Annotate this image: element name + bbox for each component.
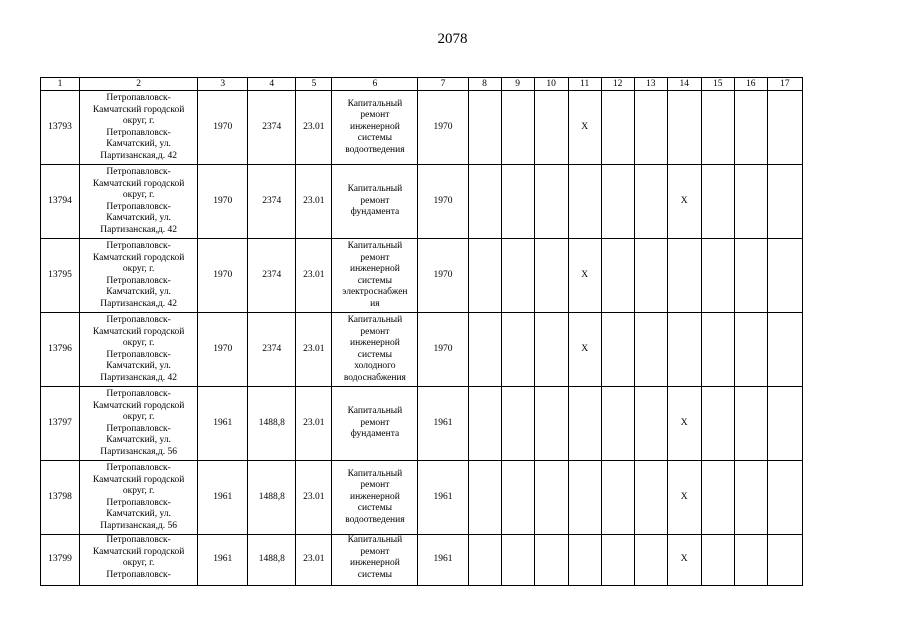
work-type-cell: Капитальный ремонт инженерной системы водоотведения: [332, 461, 418, 535]
year-built-cell: 1961: [198, 461, 248, 535]
mark-cell: Х: [667, 535, 701, 586]
mark-cell: [568, 535, 601, 586]
plan-year-cell: 1970: [418, 239, 468, 313]
mark-cell: [701, 313, 734, 387]
area-cell: 1488,8: [248, 535, 296, 586]
address-cell: Петропавловск- Камчатский городской округ, г. Петропавловск- Камчатский, ул. Партизанская,д. 42: [80, 165, 198, 239]
mark-cell: [701, 387, 734, 461]
mark-cell: [701, 91, 734, 165]
mark-cell: [601, 535, 634, 586]
work-type-cell: Капитальный ремонт фундамента: [332, 165, 418, 239]
plan-year-cell: 1961: [418, 461, 468, 535]
code-cell: 23.01: [296, 313, 332, 387]
work-type-cell: Капитальный ремонт инженерной системы водоотведения: [332, 91, 418, 165]
table-row: [41, 91, 803, 165]
mark-cell: [667, 313, 701, 387]
mark-cell: [468, 91, 501, 165]
column-header: 2: [80, 78, 198, 91]
table-body: [41, 91, 803, 586]
column-header: 9: [501, 78, 534, 91]
work-type-cell: Капитальный ремонт инженерной системы электроснабжен ия: [332, 239, 418, 313]
row-id-cell: 13795: [41, 239, 80, 313]
mark-cell: [501, 91, 534, 165]
year-built-cell: 1961: [198, 535, 248, 586]
header-row: [41, 78, 803, 91]
page-number: 2078: [437, 31, 468, 47]
mark-cell: [468, 461, 501, 535]
mark-cell: [468, 387, 501, 461]
mark-cell: [667, 91, 701, 165]
table-row: [41, 387, 803, 461]
work-type-cell: Капитальный ремонт инженерной системы: [332, 535, 418, 586]
table-row: [41, 165, 803, 239]
code-cell: 23.01: [296, 461, 332, 535]
year-built-cell: 1970: [198, 313, 248, 387]
mark-cell: [501, 387, 534, 461]
mark-cell: [468, 313, 501, 387]
mark-cell: [667, 239, 701, 313]
area-cell: 2374: [248, 239, 296, 313]
column-header: 3: [198, 78, 248, 91]
mark-cell: [767, 239, 802, 313]
mark-cell: [568, 165, 601, 239]
mark-cell: Х: [568, 239, 601, 313]
mark-cell: [734, 313, 767, 387]
table-row: [41, 239, 803, 313]
column-header: 8: [468, 78, 501, 91]
area-cell: 2374: [248, 313, 296, 387]
mark-cell: [701, 165, 734, 239]
mark-cell: [767, 461, 802, 535]
mark-cell: Х: [568, 91, 601, 165]
mark-cell: [601, 387, 634, 461]
mark-cell: [501, 165, 534, 239]
mark-cell: [734, 239, 767, 313]
row-id-cell: 13797: [41, 387, 80, 461]
table-row: [41, 461, 803, 535]
mark-cell: [734, 535, 767, 586]
register-table: [40, 77, 803, 586]
address-cell: Петропавловск- Камчатский городской округ, г. Петропавловск- Камчатский, ул. Партизанская,д. 56: [80, 387, 198, 461]
mark-cell: [634, 165, 667, 239]
address-cell: Петропавловск- Камчатский городской округ, г. Петропавловск- Камчатский, ул. Партизанская,д. 56: [80, 461, 198, 535]
mark-cell: [634, 461, 667, 535]
column-header: 10: [534, 78, 568, 91]
code-cell: 23.01: [296, 387, 332, 461]
mark-cell: [534, 313, 568, 387]
mark-cell: [468, 165, 501, 239]
year-built-cell: 1961: [198, 387, 248, 461]
mark-cell: [534, 461, 568, 535]
mark-cell: [701, 461, 734, 535]
mark-cell: [501, 313, 534, 387]
code-cell: 23.01: [296, 91, 332, 165]
address-cell: Петропавловск- Камчатский городской округ, г. Петропавловск-: [80, 535, 198, 586]
mark-cell: [534, 165, 568, 239]
area-cell: 1488,8: [248, 461, 296, 535]
code-cell: 23.01: [296, 165, 332, 239]
plan-year-cell: 1961: [418, 535, 468, 586]
mark-cell: [501, 461, 534, 535]
mark-cell: [734, 91, 767, 165]
year-built-cell: 1970: [198, 239, 248, 313]
column-header: 15: [701, 78, 734, 91]
mark-cell: Х: [568, 313, 601, 387]
mark-cell: [634, 239, 667, 313]
mark-cell: [568, 461, 601, 535]
mark-cell: [701, 239, 734, 313]
column-header: 14: [667, 78, 701, 91]
area-cell: 2374: [248, 165, 296, 239]
mark-cell: [734, 165, 767, 239]
plan-year-cell: 1970: [418, 313, 468, 387]
mark-cell: [634, 535, 667, 586]
mark-cell: [634, 313, 667, 387]
code-cell: 23.01: [296, 239, 332, 313]
mark-cell: [601, 239, 634, 313]
row-id-cell: 13794: [41, 165, 80, 239]
column-header: 13: [634, 78, 667, 91]
mark-cell: [468, 239, 501, 313]
mark-cell: Х: [667, 387, 701, 461]
mark-cell: [601, 91, 634, 165]
mark-cell: [468, 535, 501, 586]
mark-cell: [634, 387, 667, 461]
mark-cell: [534, 387, 568, 461]
column-header: 5: [296, 78, 332, 91]
mark-cell: [534, 535, 568, 586]
plan-year-cell: 1970: [418, 165, 468, 239]
mark-cell: [601, 461, 634, 535]
work-type-cell: Капитальный ремонт фундамента: [332, 387, 418, 461]
mark-cell: [734, 461, 767, 535]
mark-cell: [767, 387, 802, 461]
mark-cell: [767, 91, 802, 165]
column-header: 7: [418, 78, 468, 91]
mark-cell: [734, 387, 767, 461]
mark-cell: [601, 165, 634, 239]
mark-cell: [501, 535, 534, 586]
column-header: 17: [767, 78, 802, 91]
mark-cell: [767, 313, 802, 387]
row-id-cell: 13796: [41, 313, 80, 387]
plan-year-cell: 1961: [418, 387, 468, 461]
mark-cell: [767, 535, 802, 586]
mark-cell: [601, 313, 634, 387]
area-cell: 2374: [248, 91, 296, 165]
work-type-cell: Капитальный ремонт инженерной системы холодного водоснабжения: [332, 313, 418, 387]
address-cell: Петропавловск- Камчатский городской округ, г. Петропавловск- Камчатский, ул. Партизанская,д. 42: [80, 313, 198, 387]
mark-cell: Х: [667, 461, 701, 535]
mark-cell: [501, 239, 534, 313]
address-cell: Петропавловск- Камчатский городской округ, г. Петропавловск- Камчатский, ул. Партизанская,д. 42: [80, 239, 198, 313]
row-id-cell: 13793: [41, 91, 80, 165]
mark-cell: [767, 165, 802, 239]
column-header: 16: [734, 78, 767, 91]
code-cell: 23.01: [296, 535, 332, 586]
area-cell: 1488,8: [248, 387, 296, 461]
row-id-cell: 13798: [41, 461, 80, 535]
mark-cell: [568, 387, 601, 461]
year-built-cell: 1970: [198, 91, 248, 165]
address-cell: Петропавловск- Камчатский городской округ, г. Петропавловск- Камчатский, ул. Партизанская,д. 42: [80, 91, 198, 165]
column-header: 1: [41, 78, 80, 91]
column-header: 12: [601, 78, 634, 91]
mark-cell: [634, 91, 667, 165]
row-id-cell: 13799: [41, 535, 80, 586]
mark-cell: [701, 535, 734, 586]
plan-year-cell: 1970: [418, 91, 468, 165]
mark-cell: [534, 91, 568, 165]
year-built-cell: 1970: [198, 165, 248, 239]
column-header: 6: [332, 78, 418, 91]
column-header: 4: [248, 78, 296, 91]
mark-cell: [534, 239, 568, 313]
mark-cell: Х: [667, 165, 701, 239]
table-row: [41, 313, 803, 387]
table-row: [41, 535, 803, 586]
column-header: 11: [568, 78, 601, 91]
